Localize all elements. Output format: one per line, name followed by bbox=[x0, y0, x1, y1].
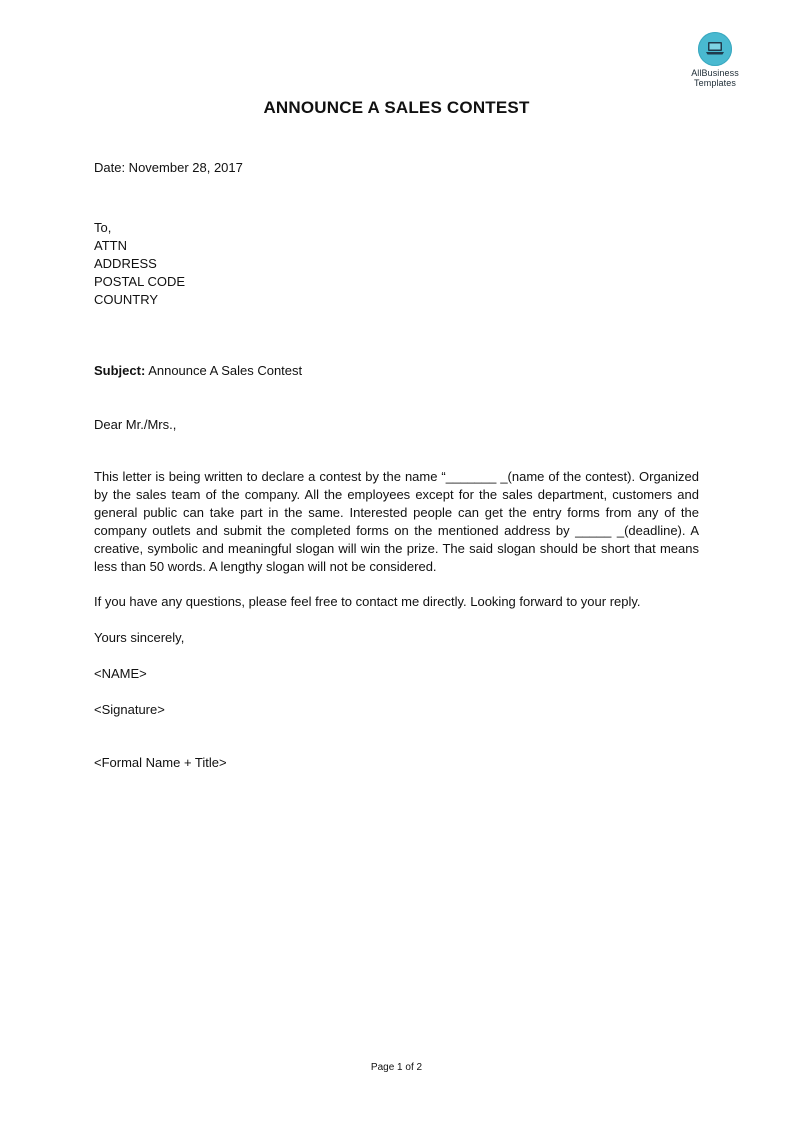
address-postal-code: POSTAL CODE bbox=[94, 274, 186, 289]
formal-name-placeholder: <Formal Name + Title> bbox=[94, 755, 227, 770]
page-title: ANNOUNCE A SALES CONTEST bbox=[263, 98, 530, 117]
logo-text-line-1: AllBusiness bbox=[691, 68, 739, 78]
address-address: ADDRESS bbox=[94, 256, 157, 271]
closing-line: If you have any questions, please feel free to contact me directly. Looking forward to your reply. bbox=[94, 594, 641, 609]
allbusiness-logo bbox=[678, 32, 752, 88]
date-line: Date: November 28, 2017 bbox=[94, 160, 243, 175]
salutation: Dear Mr./Mrs., bbox=[94, 417, 177, 432]
name-placeholder: <NAME> bbox=[94, 666, 147, 681]
laptop-icon bbox=[698, 32, 732, 66]
subject-text: Announce A Sales Contest bbox=[145, 363, 303, 378]
address-country: COUNTRY bbox=[94, 292, 159, 307]
page-number: Page 1 of 2 bbox=[370, 1062, 423, 1073]
sign-off: Yours sincerely, bbox=[94, 630, 185, 645]
subject-line bbox=[94, 362, 302, 380]
signature-placeholder: <Signature> bbox=[94, 702, 165, 717]
logo-text-line-2: Templates bbox=[694, 78, 736, 88]
recipient-address bbox=[94, 219, 185, 309]
subject-label: Subject: bbox=[94, 363, 146, 378]
body-paragraph: This letter is being written to declare a contest by the name “_______ _(name of the contest). Organized by the sales team of the company. All the employees except for the sales department, customers and general public can take part in the same. Interested people can get the entry forms from any of the company outlets and submit the completed forms on the mentioned address by _____ _(deadline). A creative, symbolic and meaningful slogan will win the prize. The said slogan should be short that means less than 50 words. A lengthy slogan will not be considered. bbox=[94, 469, 699, 574]
address-attn: ATTN bbox=[94, 238, 127, 253]
address-to: To, bbox=[94, 220, 112, 235]
